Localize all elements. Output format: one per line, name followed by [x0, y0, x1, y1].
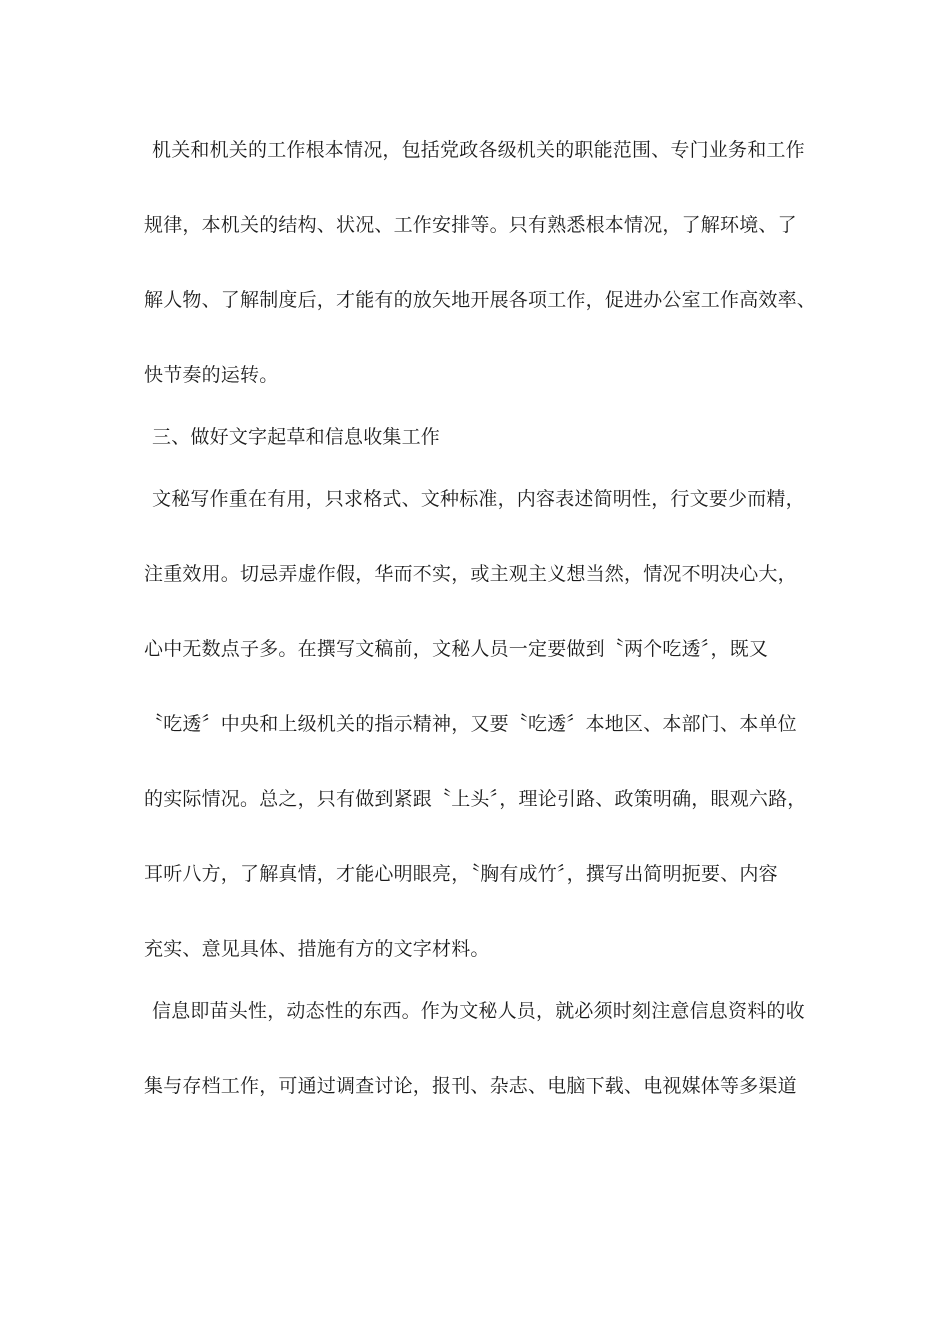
- paragraph-line: 心中无数点子多。在撰写文稿前，文秘人员一定要做到〝两个吃透〞，既又: [144, 638, 769, 660]
- paragraph-line: 注重效用。切忌弄虚作假，华而不实，或主观主义想当然，情况不明决心大，: [144, 563, 797, 585]
- section-heading: 三、做好文字起草和信息收集工作: [152, 426, 441, 448]
- paragraph-line: 〝吃透〞中央和上级机关的指示精神，又要〝吃透〞本地区、本部门、本单位: [144, 713, 797, 735]
- paragraph-line: 集与存档工作，可通过调查讨论，报刊、杂志、电脑下载、电视媒体等多渠道: [144, 1075, 797, 1097]
- paragraph-line: 机关和机关的工作根本情况，包括党政各级机关的职能范围、专门业务和工作: [152, 139, 805, 161]
- paragraph-line: 充实、意见具体、措施有方的文字材料。: [144, 938, 490, 960]
- paragraph-line: 文秘写作重在有用，只求格式、文种标准，内容表述简明性，行文要少而精，: [152, 488, 805, 510]
- paragraph-line: 规律，本机关的结构、状况、工作安排等。只有熟悉根本情况，了解环境、了: [144, 214, 797, 236]
- paragraph-line: 解人物、了解制度后，才能有的放矢地开展各项工作，促进办公室工作高效率、: [144, 289, 817, 311]
- paragraph-line: 快节奏的运转。: [144, 364, 279, 386]
- paragraph-line: 的实际情况。总之，只有做到紧跟〝上头〞，理论引路、政策明确，眼观六路，: [144, 788, 807, 810]
- paragraph-line: 信息即苗头性，动态性的东西。作为文秘人员，就必须时刻注意信息资料的收: [152, 1000, 805, 1022]
- paragraph-line: 耳听八方，了解真情，才能心明眼亮，〝胸有成竹〞，撰写出简明扼要、内容: [144, 863, 778, 885]
